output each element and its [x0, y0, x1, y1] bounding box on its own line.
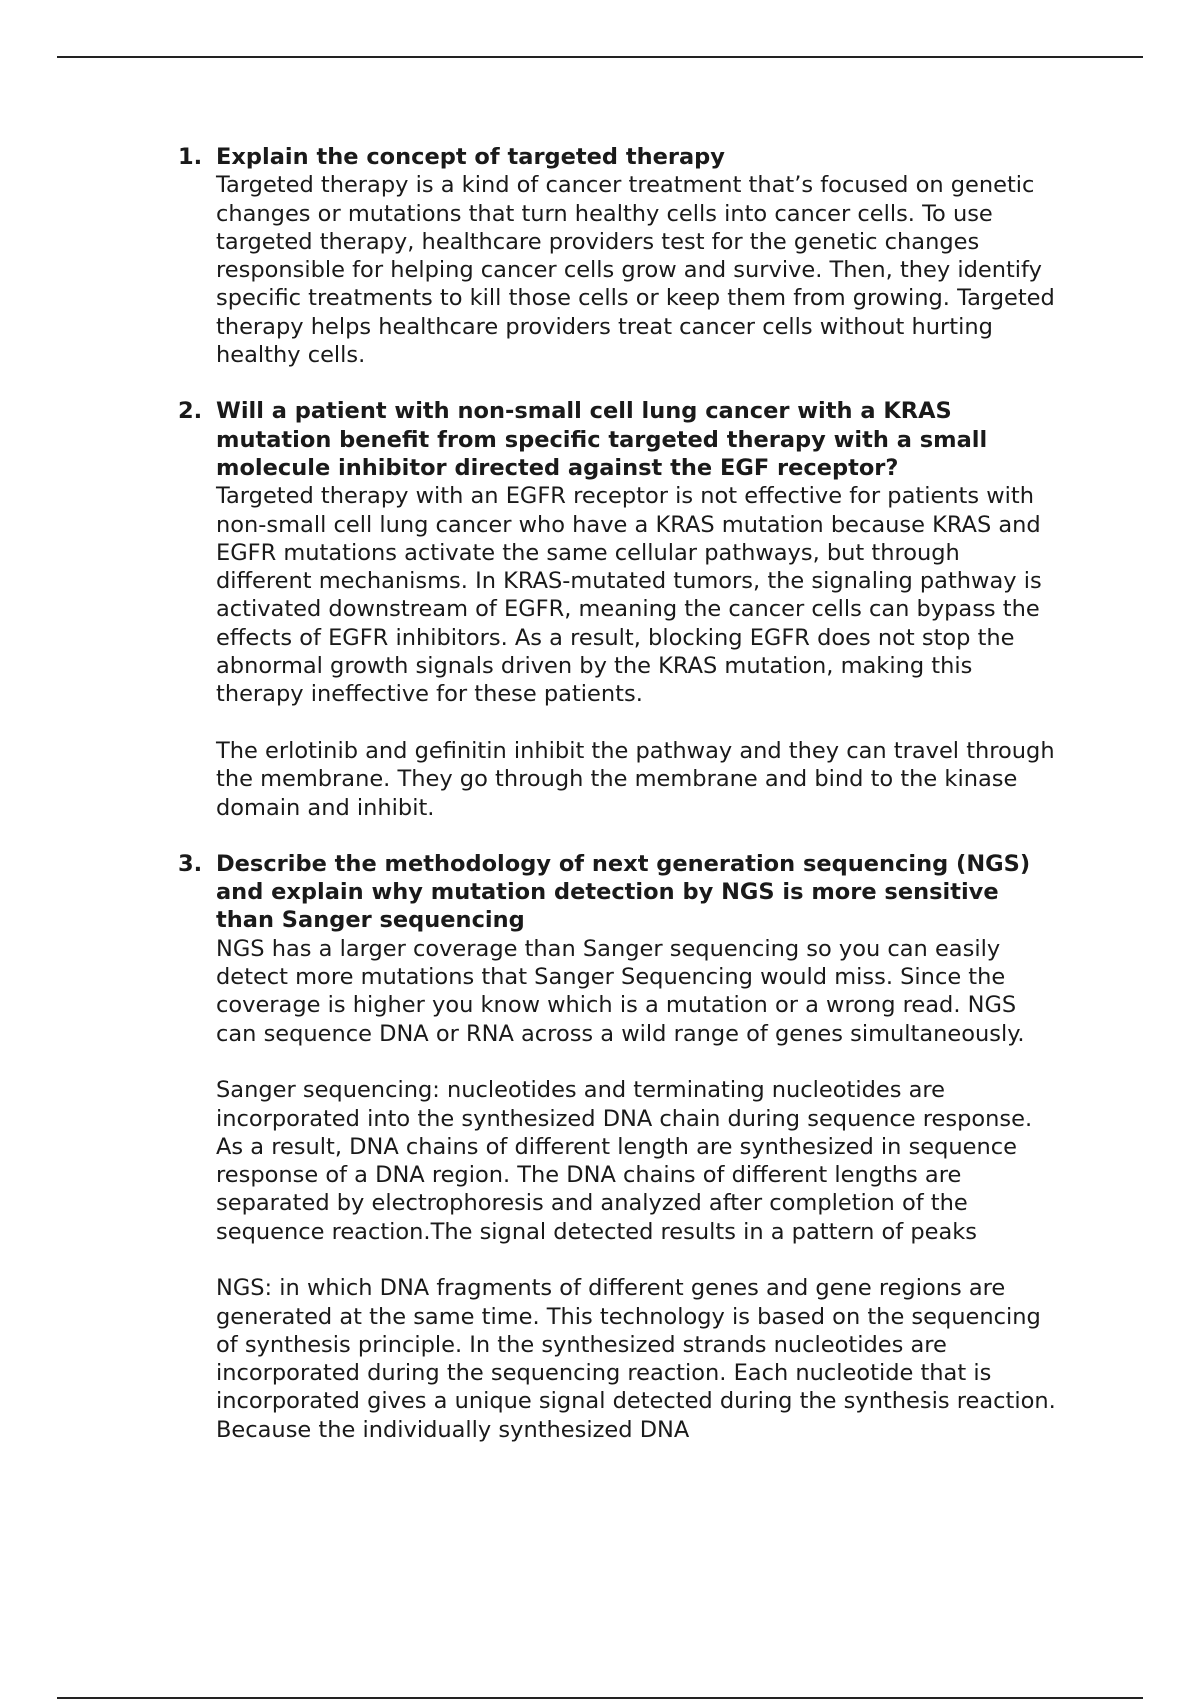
- question-1: [178, 143, 1058, 369]
- answer-paragraph: Sanger sequencing: nucleotides and terminating nucleotides are incorporated into the synthesized DNA chain during sequence response. As a result, DNA chains of different length are synthesized in sequence response of a DNA region. The DNA chains of different lengths are separated by electrophoresis and analyzed after completion of the sequence reaction.The signal detected results in a pattern of peaks: [216, 1077, 1033, 1245]
- answer-paragraph: NGS: in which DNA fragments of different genes and gene regions are generated at the same time. This technology is based on the sequencing of synthesis principle. In the synthesized strands nucleotides are incorporated during the sequencing reaction. Each nucleotide that is incorporated gives a unique signal detected during the synthesis reaction. Because the individually synthesized DNA: [216, 1275, 1056, 1443]
- answer-paragraph: Targeted therapy with an EGFR receptor is not effective for patients with non-small cell lung cancer who have a KRAS mutation because KRAS and EGFR mutations activate the same cellular pathways, but through different mechanisms. In KRAS-mutated tumors, the signaling pathway is activated downstream of EGFR, meaning the cancer cells can bypass the effects of EGFR inhibitors. As a result, blocking EGFR does not stop the abnormal growth signals driven by the KRAS mutation, making this therapy ineffective for these patients.: [216, 483, 1042, 708]
- question-3: [178, 850, 1058, 1444]
- question-title: Describe the methodology of next generation sequencing (NGS) and explain why mutation detection by NGS is more sensitive than Sanger sequencing: [216, 850, 1031, 934]
- document-body: [178, 143, 1058, 1472]
- question-2: [178, 397, 1058, 821]
- question-number: 1.: [178, 144, 203, 170]
- top-divider: [57, 56, 1143, 58]
- question-title: Will a patient with non-small cell lung cancer with a KRAS mutation benefit from specific targeted therapy with a small molecule inhibitor directed against the EGF receptor?: [216, 398, 988, 481]
- answer-paragraph: NGS has a larger coverage than Sanger sequencing so you can easily detect more mutations that Sanger Sequencing would miss. Since the coverage is higher you know which is a mutation or a wrong read. NGS can sequence DNA or RNA across a wild range of genes simultaneously.: [216, 935, 1025, 1047]
- bottom-divider: [57, 1697, 1143, 1699]
- question-number: 2.: [178, 398, 203, 425]
- answer-paragraph: The erlotinib and gefinitin inhibit the pathway and they can travel through the membrane. They go through the membrane and bind to the kinase domain and inhibit.: [216, 737, 1055, 821]
- question-title: Explain the concept of targeted therapy: [216, 144, 725, 170]
- answer-paragraph: Targeted therapy is a kind of cancer treatment that’s focused on genetic changes or mutations that turn healthy cells into cancer cells. To use targeted therapy, healthcare providers test for the genetic changes responsible for helping cancer cells grow and survive. Then, they identify specific treatments to kill those cells or keep them from growing. Targeted therapy helps healthcare providers treat cancer cells without hurting healthy cells.: [216, 172, 1055, 369]
- question-number: 3.: [178, 850, 203, 877]
